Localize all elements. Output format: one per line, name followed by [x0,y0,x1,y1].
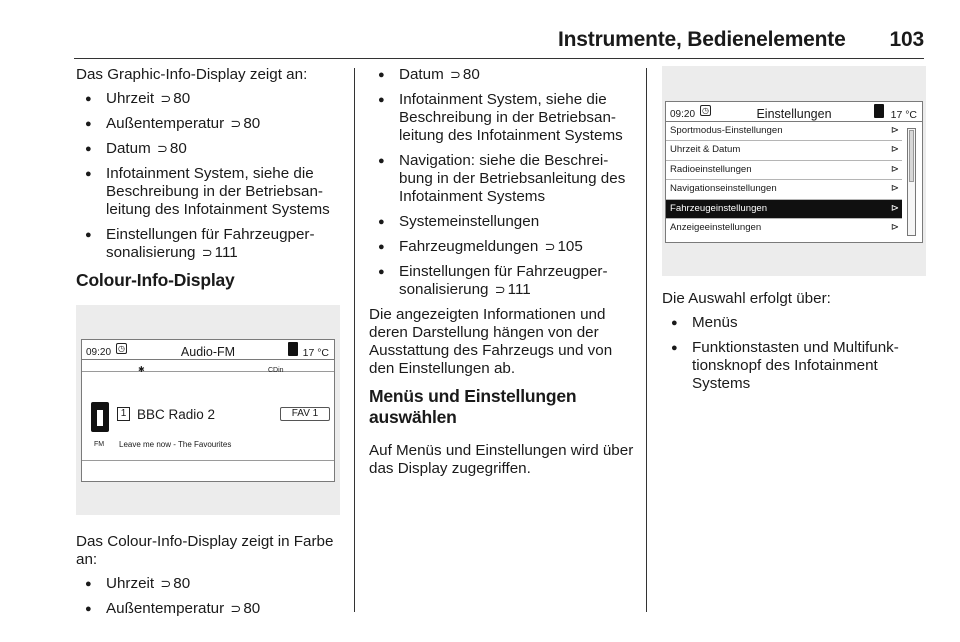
section-heading: Menüs und Einstellungen auswählen [369,386,577,427]
column-1 [76,66,346,625]
menu-item[interactable]: Sportmodus-Einstellungen ⊳ [666,122,902,141]
arrow-icon: ⊳ [890,183,900,195]
station-name: BBC Radio 2 [137,407,216,422]
intro-text: Die Auswahl erfolgt über: [662,290,831,307]
column-divider [646,68,647,612]
list-item: ● Datum ⊃ 80 [76,140,346,158]
header-title: Instrumente, Bedienelemente [558,28,846,51]
list-item: ● Funktionstasten und Multifunk-tionsknopf des Infotainment Systems [662,339,926,393]
thermometer-icon [874,104,884,118]
screen-title: Audio-FM [180,345,236,359]
page-header [558,28,924,52]
reference-icon: ⊃ [160,576,172,591]
arrow-icon: ⊳ [890,221,900,233]
reference-icon: ⊃ [201,245,213,260]
menu-item-selected[interactable]: Fahrzeugeinstellungen ⊳ [666,200,902,219]
intro-text: Das Graphic-Info-Display zeigt an: [76,66,308,83]
band-label: FM [94,441,105,448]
status-bar [82,360,334,372]
list-item: ● Uhrzeit ⊃ 80 [76,575,346,593]
list-item: ● Uhrzeit ⊃ 80 [76,90,346,108]
scrollbar-thumb[interactable] [909,130,914,182]
screen-divider [82,460,334,461]
list-item: ● Menüs [662,314,926,332]
arrow-icon: ⊳ [890,125,900,136]
list-item: ● Infotainment System, siehe die Beschreibung in der Betriebsan-leitung des Infotainment Systems [369,91,639,145]
settings-screen [665,101,923,243]
column-3 [662,66,926,400]
menu-item[interactable]: Radioeinstellungen ⊳ [666,161,902,180]
list-item: ● Fahrzeugmeldungen ⊃ 105 [369,238,639,256]
audio-screen [81,339,335,482]
radio-tower-icon [91,402,109,432]
bullet-list [76,90,346,262]
reference-icon: ⊃ [160,91,172,106]
reference-icon: ⊃ [494,282,506,297]
list-item: ● Infotainment System, siehe die Beschreibung in der Betriebsan-leitung des Infotainment Systems [76,165,346,219]
favourite-button: FAV 1 [280,407,330,421]
source-label: CDin [268,367,284,374]
reference-icon: ⊃ [449,67,461,82]
list-item: ● Systemeinstellungen [369,213,639,231]
bullet-list [369,66,639,299]
list-item: ● Einstellungen für Fahrzeugper-sonalisierung ⊃ 111 [76,226,346,262]
list-item: ● Einstellungen für Fahrzeugper-sonalisierung ⊃ 111 [369,263,639,299]
body-paragraph: Auf Menüs und Einstellungen wird über das Display zugegriffen. [369,442,634,477]
audio-display-image [76,305,340,515]
list-item: ● Außentemperatur ⊃ 80 [76,115,346,133]
bluetooth-icon: ✱ [138,365,145,374]
reference-icon: ⊃ [156,141,168,156]
section-heading: Colour-Info-Display [76,270,235,290]
list-item: ● Navigation: siehe die Beschrei-bung in der Betriebsanleitung des Infotainment Systems [369,152,639,206]
menu-item[interactable]: Anzeigeeinstellungen ⊳ [666,219,902,238]
page-number: 103 [889,28,924,51]
settings-display-image [662,66,926,276]
arrow-icon: ⊳ [890,144,900,156]
preset-number: 1 [117,407,130,421]
column-2 [369,66,639,484]
reference-icon: ⊃ [230,116,242,131]
temperature-text: 17 °C [890,109,917,121]
bullet-list [76,575,346,618]
clock-text: 09:20 [86,347,112,358]
temperature-text: 17 °C [302,347,329,359]
track-info: Leave me now - The Favourites [119,440,232,449]
body-paragraph: Die angezeigten Informationen und deren Darstellung hängen von der Ausstattung des Fahrzeugs und von den Einstellungen ab. [369,306,613,377]
menu-item[interactable]: Uhrzeit & Datum ⊳ [666,141,902,160]
menu-item[interactable]: Navigationseinstellungen ⊳ [666,180,902,199]
reference-icon: ⊃ [544,239,556,254]
arrow-icon: ⊳ [890,202,900,214]
screen-title: Einstellungen [756,107,832,121]
settings-menu [666,122,902,238]
scrollbar[interactable] [907,128,916,236]
display-caption: Das Colour-Info-Display zeigt in Farbe an: [76,533,334,568]
list-item: ● Außentemperatur ⊃ 80 [76,600,346,618]
screen-header [82,340,334,360]
arrow-icon: ⊳ [890,163,900,175]
bullet-list [662,314,926,393]
clock-icon: ◷ [116,343,127,354]
header-rule [74,58,924,59]
list-item: ● Datum ⊃ 80 [369,66,639,84]
screen-header [666,102,922,122]
clock-icon: ◷ [700,105,711,116]
clock-text: 09:20 [670,109,696,120]
reference-icon: ⊃ [230,601,242,616]
column-divider [354,68,355,612]
thermometer-icon [288,342,298,356]
